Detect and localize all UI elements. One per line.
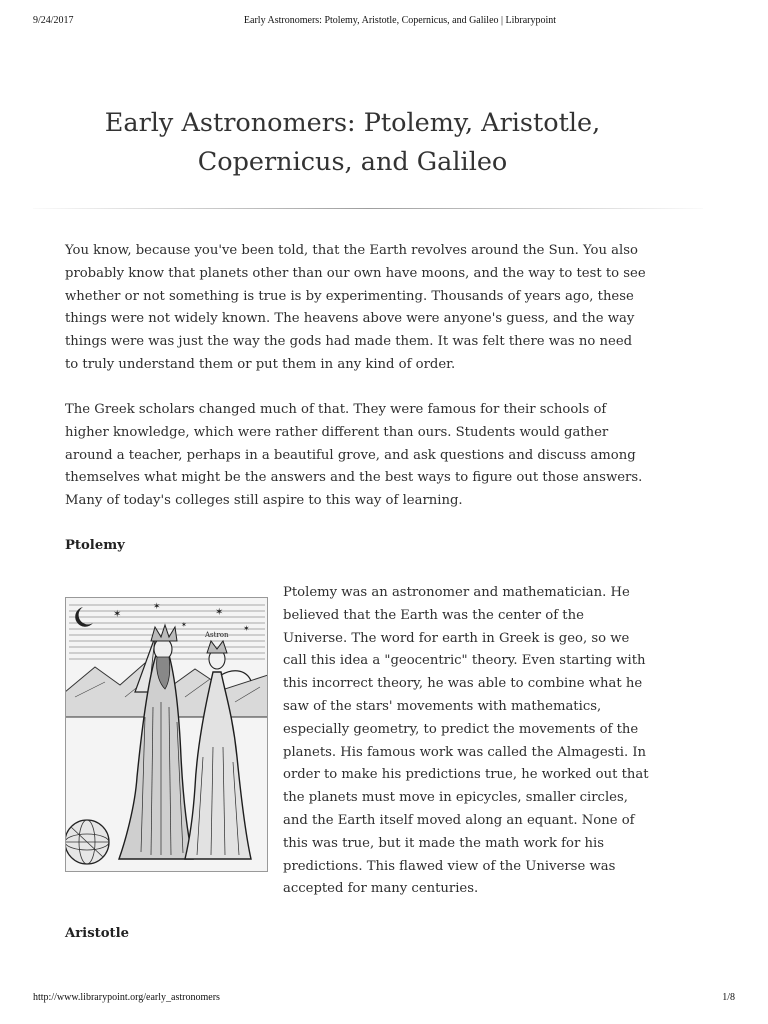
- svg-text:✶: ✶: [215, 607, 224, 618]
- ptolemy-paragraph: Ptolemy was an astronomer and mathematician. He believed that the Earth was the center of the Universe. The word for earth in Greek is geo, so we call this idea a "geocentric" theory. Even starting with this incorrect theory, he was able to combine what he saw of the stars' movements with mathematics, especially geometry, to predict the movements of the planets. His famous work was called the Almagesti. In order to make his predictions true, he worked out that the planets must move in epicycles, smaller circles, and the Earth itself moved along an equant. None of this was true, but it made the math work for his predictions. This flawed view of the Universe was accepted for many centuries.: [283, 585, 649, 897]
- svg-text:Astron: Astron: [205, 631, 229, 639]
- svg-text:✶: ✶: [243, 624, 250, 633]
- page-number: 1/8: [722, 992, 735, 1003]
- article-title: Early Astronomers: Ptolemy, Aristotle, Copernicus, and Galileo: [104, 108, 601, 177]
- svg-text:✶: ✶: [113, 609, 122, 620]
- svg-text:✶: ✶: [153, 602, 161, 612]
- svg-text:✶: ✶: [181, 621, 187, 629]
- section-heading-ptolemy: Ptolemy: [65, 538, 125, 553]
- intro-paragraph: You know, because you've been told, that the Earth revolves around the Sun. You also probably know that planets other than our own have moons, and the way to test to see whether or not something is true is by experimenting. Thousands of years ago, these things were not widely known. The heavens above were anyone's guess, and the way things were was just the way the gods had made them. It was felt there was no need to truly understand them or put them in any kind of order.: [65, 243, 646, 372]
- print-page-title: Early Astronomers: Ptolemy, Aristotle, Copernicus, and Galileo | Librarypoint: [243, 15, 557, 26]
- title-divider: [33, 208, 703, 209]
- ptolemy-woodcut-illustration: [65, 597, 268, 872]
- print-date: 9/24/2017: [33, 15, 74, 26]
- section-heading-aristotle: Aristotle: [65, 926, 129, 941]
- print-url: http://www.librarypoint.org/early_astronomers: [33, 992, 220, 1003]
- greek-scholars-paragraph: The Greek scholars changed much of that. They were famous for their schools of higher knowledge, which were rather different than ours. Students would gather around a teacher, perhaps in a beautiful grove, and ask questions and discuss among themselves what might be the answers and the best ways to figure out those answers. Many of today's colleges still aspire to this way of learning.: [65, 402, 643, 509]
